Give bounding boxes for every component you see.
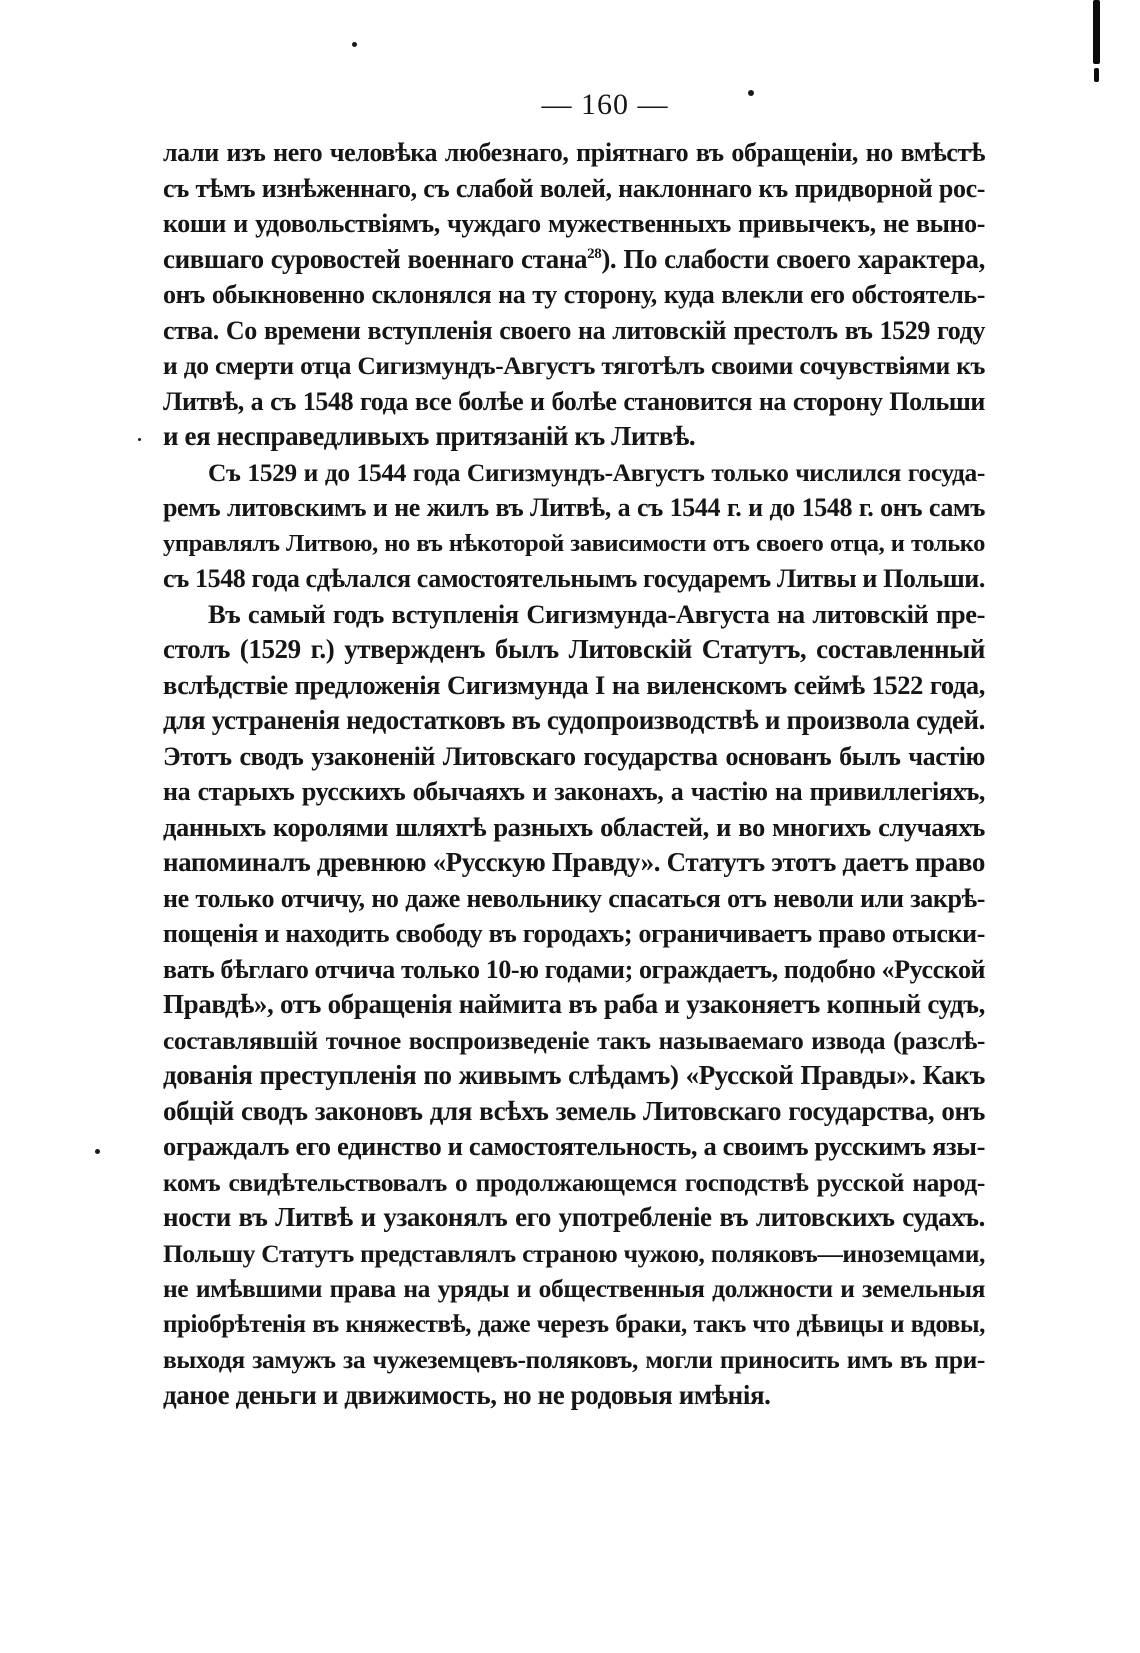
scan-speck: [352, 42, 357, 47]
paragraph: [163, 597, 985, 1414]
text-line: ства. Со времени вступленія своего на литовскій престолъ въ 1529 году: [163, 315, 985, 345]
text-line: на старыхъ русскихъ обычаяхъ и законахъ, а частію на привиллегіяхъ,: [163, 777, 985, 806]
text-line: Этотъ сводъ узаконеній Литовскаго государства основанъ былъ частію: [163, 741, 985, 771]
text-line: ности въ Литвѣ и узаконялъ его употребленіе въ литовскихъ судахъ.: [163, 1202, 985, 1232]
text-line: выходя замужъ за чужеземцевъ-поляковъ, могли приносить имъ въ при-: [163, 1345, 985, 1374]
text-line: дованія преступленія по живымъ слѣдамъ) «Русской Правды». Какъ: [163, 1060, 985, 1090]
text-line: напоминалъ древнюю «Русскую Правду». Статутъ этотъ даетъ право: [163, 847, 985, 877]
scan-speck: [138, 438, 141, 441]
text-line: онъ обыкновенно склонялся на ту сторону, куда влекли его обстоятель-: [163, 280, 985, 309]
paragraph: [163, 135, 985, 455]
text-line: Литвѣ, а съ 1548 года все болѣе и болѣе становится на сторону Польши: [163, 386, 985, 416]
footnote-ref: 28: [587, 245, 602, 262]
text-line: съ тѣмъ изнѣженнаго, съ слабой волей, наклоннаго къ придворной рос-: [163, 173, 985, 203]
body-text: [163, 135, 985, 1413]
text-line: Польшу Статутъ представлялъ страною чужою, поляковъ—иноземцами,: [163, 1238, 985, 1268]
text-line: для устраненія недостатковъ въ судопроизводствѣ и произвола судей.: [163, 705, 985, 735]
text-line: съ 1548 года сдѣлался самостоятельнымъ государемъ Литвы и Польши.: [163, 564, 985, 593]
text-line: Правдѣ», отъ обращенія наймита въ раба и узаконяетъ копный судъ,: [163, 989, 985, 1019]
text-line: ремъ литовскимъ и не жилъ въ Литвѣ, а съ 1544 г. и до 1548 г. онъ самъ: [163, 493, 985, 522]
text-line: составлявшій точное воспроизведеніе такъ называемаго извода (разслѣ-: [163, 1025, 985, 1055]
text-line-with-footnote: [163, 242, 985, 278]
text-line: и до смерти отца Сигизмундъ-Августъ тяготѣлъ своими сочувствіями къ: [163, 351, 985, 380]
text-line: коши и удовольствіямъ, чуждаго мужественныхъ привычекъ, не выно-: [163, 209, 985, 238]
text-line: Въ самый годъ вступленія Сигизмунда-Августа на литовскій пре-: [208, 598, 985, 629]
text-line: вать бѣглаго отчича только 10-ю годами; ограждаетъ, подобно «Русской: [163, 954, 986, 984]
paragraph: [163, 455, 985, 597]
binding-edge-mark: [1094, 68, 1099, 82]
text-line: не имѣвшими права на уряды и общественныя должности и земельныя: [163, 1274, 985, 1303]
text-line: данныхъ королями шляхтѣ разныхъ областей, и во многихъ случаяхъ: [163, 811, 985, 842]
text-line: вслѣдствіе предложенія Сигизмунда I на виленскомъ сеймѣ 1522 года,: [163, 669, 985, 700]
text-line: пощенія и находить свободу въ городахъ; ограничиваетъ право отыски-: [163, 919, 985, 948]
text-line: и ея несправедливыхъ притязаній къ Литвѣ.: [163, 421, 696, 451]
text-line: общій сводъ законовъ для всѣхъ земель Литовскаго государства, онъ: [163, 1095, 985, 1126]
text-line: Съ 1529 и до 1544 года Сигизмундъ-Августъ только числился госуда-: [208, 457, 985, 487]
text-fragment: ). По слабости своего характера,: [601, 243, 985, 274]
page-number: — 160 —: [541, 88, 669, 121]
scan-speck: [95, 1149, 100, 1154]
text-line: пріобрѣтенія въ княжествѣ, даже черезъ браки, такъ что дѣвицы и вдовы,: [163, 1310, 985, 1338]
text-line: ограждалъ его единство и самостоятельность, а своимъ русскимъ язы-: [163, 1131, 985, 1161]
text-fragment: сившаго суровостей военнаго стана: [163, 243, 588, 274]
text-line: столъ (1529 г.) утвержденъ былъ Литовскій Статутъ, составленный: [163, 634, 985, 664]
text-line: не только отчичу, но даже невольнику спасаться отъ неволи или закрѣ-: [163, 883, 985, 913]
binding-edge-mark: [1093, 0, 1100, 64]
text-line: управлялъ Литвою, но въ нѣкоторой зависимости отъ своего отца, и только: [163, 529, 985, 557]
text-line: лали изъ него человѣка любезнаго, пріятнаго въ обращеніи, но вмѣстѣ: [163, 138, 985, 167]
text-line: даное деньги и движимость, но не родовыя имѣнія.: [163, 1379, 771, 1410]
text-line: комъ свидѣтельствовалъ о продолжающемся господствѣ русской народ-: [163, 1167, 985, 1197]
